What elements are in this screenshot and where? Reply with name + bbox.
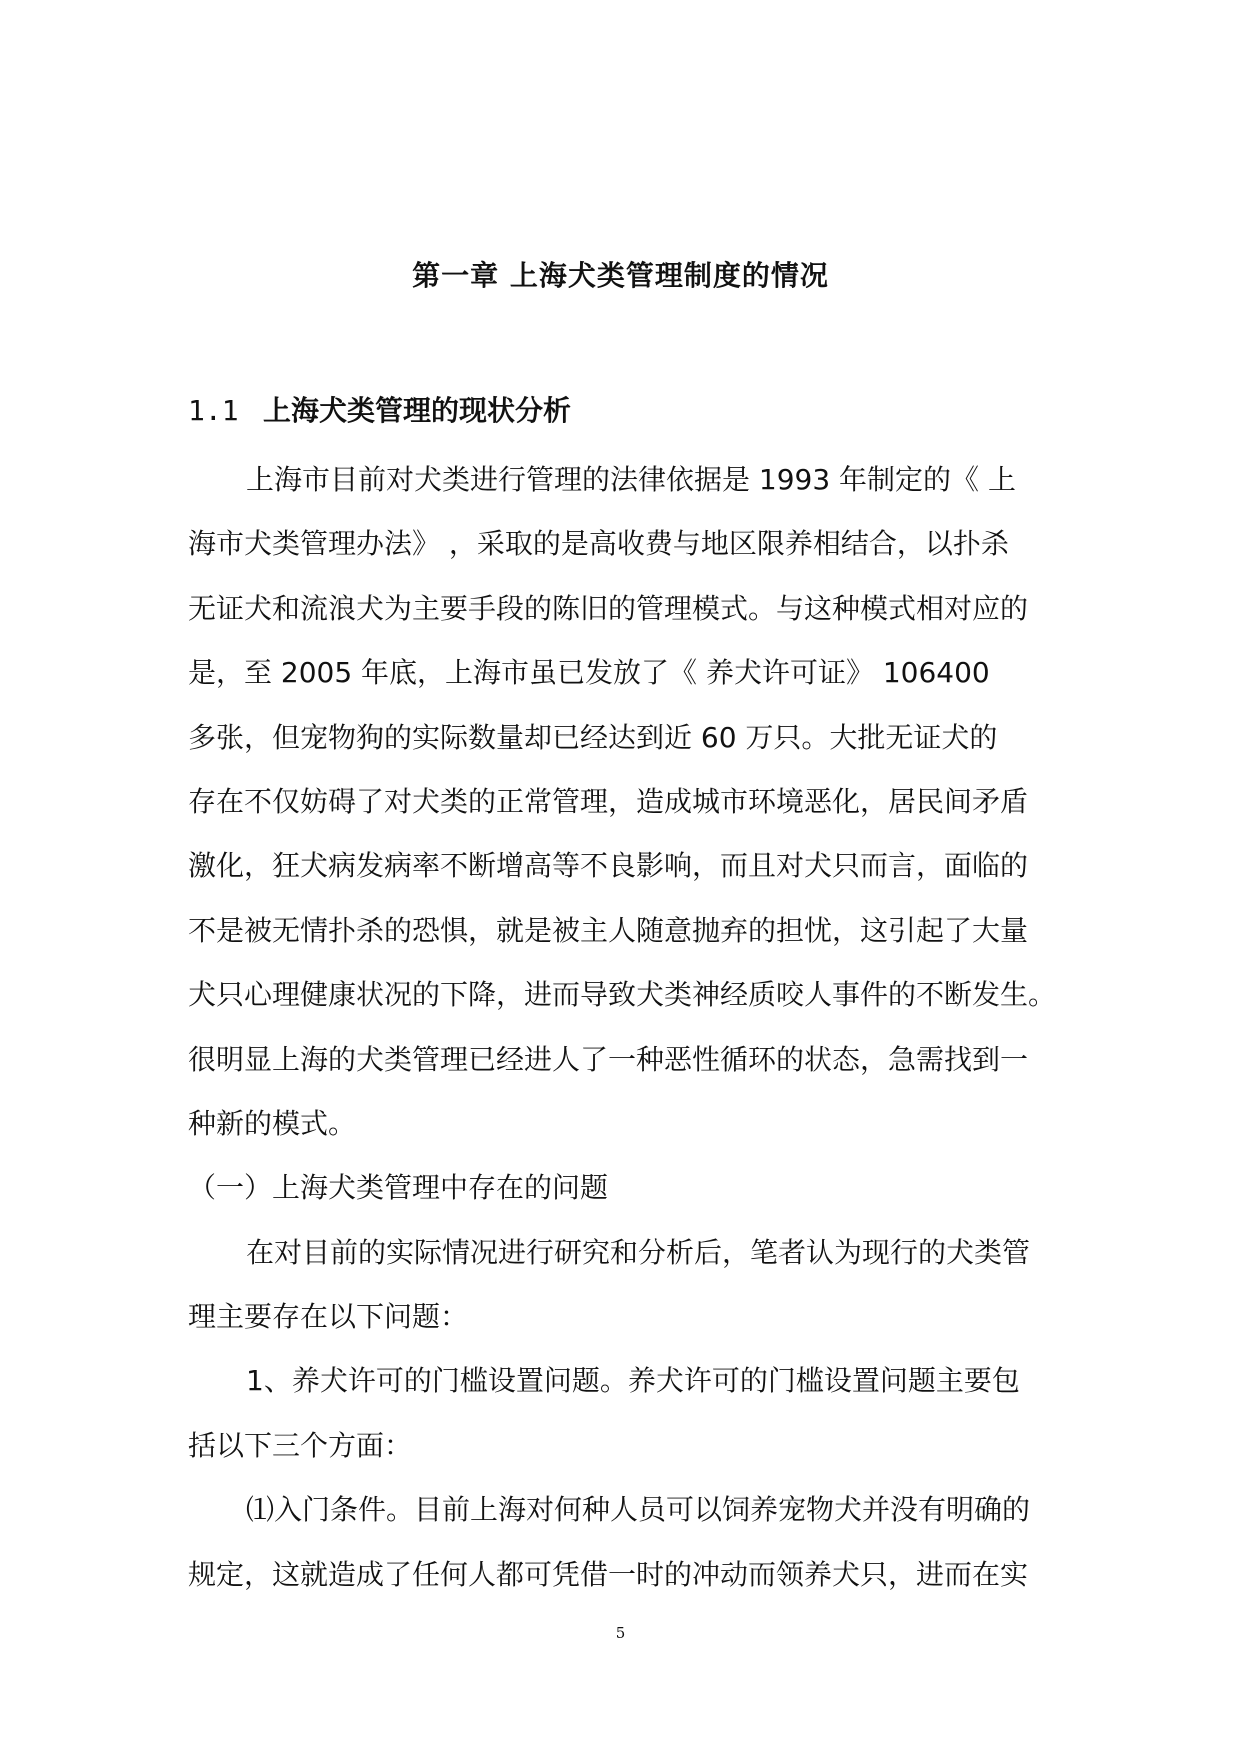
section-heading xyxy=(188,389,571,429)
paragraph-line: 是，至 2005 年底，上海市虽已发放了《 养犬许可证》 106400 xyxy=(188,656,990,690)
paragraph-line: 理主要存在以下问题： xyxy=(188,1300,469,1334)
paragraph-line: 规定，这就造成了任何人都可凭借一时的冲动而领养犬只，进而在实 xyxy=(188,1557,1029,1591)
paragraph-line: 犬只心理健康状况的下降，进而导致犬类神经质咬人事件的不断发生。 xyxy=(188,978,1057,1012)
section-title: 上海犬类管理的现状分析 xyxy=(263,394,572,427)
section-number: 1.1 xyxy=(188,394,239,427)
paragraph-line: 种新的模式。 xyxy=(188,1106,357,1140)
paragraph-line: 不是被无情扑杀的恐惧，就是被主人随意抛弃的担忧，这引起了大量 xyxy=(188,913,1029,947)
body-text xyxy=(188,448,1058,1607)
paragraph-line: ⑴入门条件。目前上海对何种人员可以饲养宠物犬并没有明确的 xyxy=(246,1493,1031,1527)
paragraph-line: 存在不仅妨碍了对犬类的正常管理，造成城市环境恶化，居民间矛盾 xyxy=(188,784,1029,818)
page-number: 5 xyxy=(615,1624,626,1642)
paragraph-line: 海市犬类管理办法》 ，采取的是高收费与地区限养相结合，以扑杀 xyxy=(188,527,1009,561)
paragraph-line: 上海市目前对犬类进行管理的法律依据是 1993 年制定的《 上 xyxy=(246,463,1016,496)
paragraph-line: 括以下三个方面： xyxy=(188,1428,413,1462)
paragraph-line: 激化，狂犬病发病率不断增高等不良影响，而且对犬只而言，面临的 xyxy=(188,849,1029,883)
paragraph-line: 多张，但宠物狗的实际数量却已经达到近 60 万只。大批无证犬的 xyxy=(188,720,998,754)
paragraph-line: 在对目前的实际情况进行研究和分析后，笔者认为现行的犬类管 xyxy=(246,1235,1031,1269)
chapter-title: 第一章 上海犬类管理制度的情况 xyxy=(412,259,829,292)
subsection-heading: （一）上海犬类管理中存在的问题 xyxy=(188,1171,609,1205)
paragraph-line: 很明显上海的犬类管理已经进人了一种恶性循环的状态，急需找到一 xyxy=(188,1042,1029,1076)
paragraph-line: 1、养犬许可的门槛设置问题。养犬许可的门槛设置问题主要包 xyxy=(246,1364,1020,1398)
paragraph-line: 无证犬和流浪犬为主要手段的陈旧的管理模式。与这种模式相对应的 xyxy=(188,591,1029,625)
